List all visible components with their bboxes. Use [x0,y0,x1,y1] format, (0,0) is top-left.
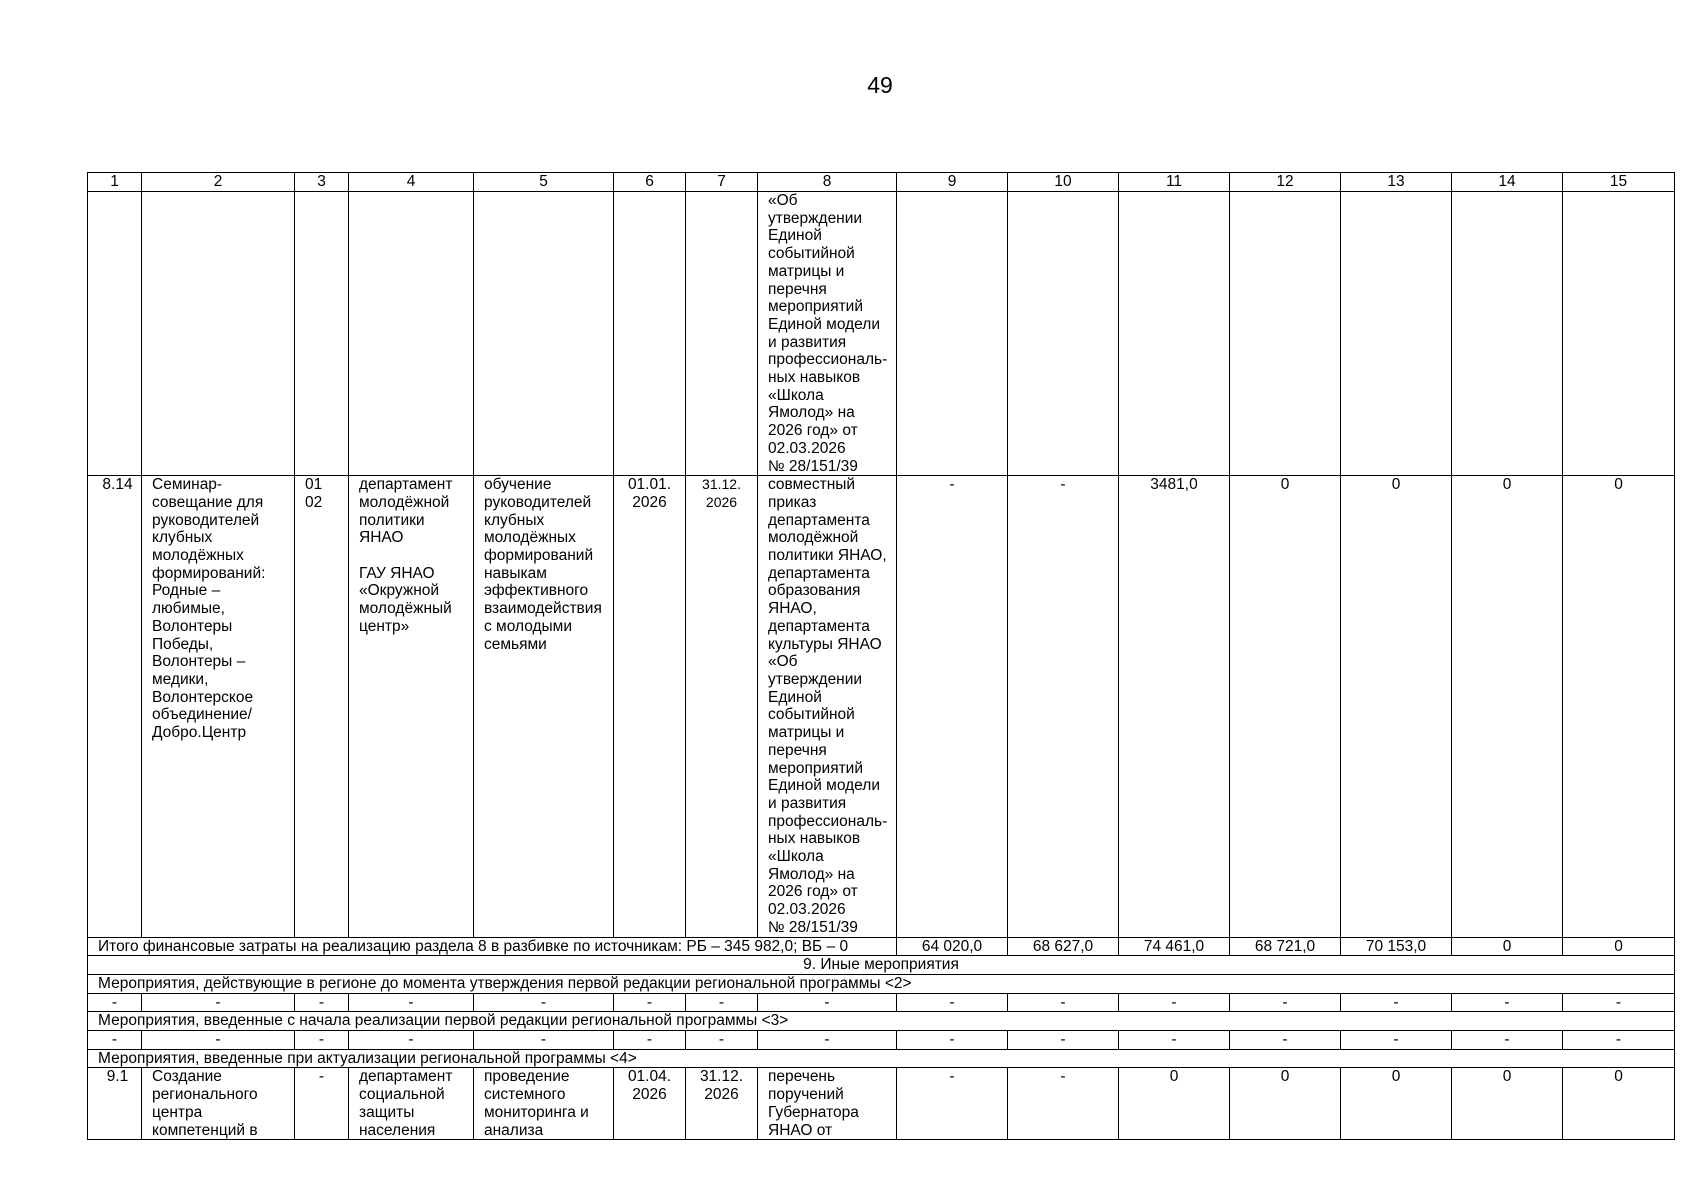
table-row [88,476,1675,937]
value-cell: 0 [1341,476,1452,937]
subsection-row [88,1049,1675,1068]
value-cell: 0 [1341,1068,1452,1140]
total-value: 64 020,0 [897,937,1008,956]
expected-result: обучение руководителей клубных молодёжных формирований навыкам эффективного взаимодействия с молодыми семьями [474,476,614,937]
column-number: 15 [1563,173,1675,192]
column-number-row [88,173,1675,192]
subsection-title: Мероприятия, введенные с начала реализации первой редакции региональной программы <3> [88,1012,1675,1031]
total-value: 68 721,0 [1230,937,1341,956]
row-number: 9.1 [88,1068,142,1140]
column-number: 2 [142,173,295,192]
expected-result: проведение системного мониторинга и анализа [474,1068,614,1140]
column-number: 7 [686,173,758,192]
section-title: 9. Иные мероприятия [88,956,1675,975]
subsection-row [88,1012,1675,1031]
basis-document: совместный приказ департамента молодёжной политики ЯНАО, департамента образования ЯНАО, департамента культуры ЯНАО «Об утверждении Единой событийной матрицы и перечня мероприятий Единой модели и развития профессиональ- ных навыков «Школа Ямолод» на 2026 год» от 02.03.2026 № 28/151/39 [758,476,897,937]
value-cell: 0 [1563,1068,1675,1140]
total-value: 68 627,0 [1008,937,1119,956]
column-number: 3 [295,173,349,192]
column-number: 14 [1452,173,1563,192]
basis-document: перечень поручений Губернатора ЯНАО от [758,1068,897,1140]
end-date: 31.12. 2026 [686,1068,758,1140]
activity-code: - [295,1068,349,1140]
total-value: 0 [1452,937,1563,956]
program-table [87,172,1675,1140]
value-cell: - [897,1068,1008,1140]
total-value: 74 461,0 [1119,937,1230,956]
value-cell: 0 [1452,1068,1563,1140]
executor: департамент молодёжной политики ЯНАО ГАУ ЯНАО «Окружной молодёжный центр» [349,476,474,937]
column-number: 9 [897,173,1008,192]
activity-name: Семинар- совещание для руководителей клубных молодёжных формирований: Родные – любимые, Волонтеры Победы, Волонтеры – медики, Волонтерское объединение/ Добро.Центр [142,476,295,937]
executor: департамент социальной защиты населения [349,1068,474,1140]
empty-row: - - - - - - - - - - - - - - - [88,993,1675,1012]
start-date: 01.04. 2026 [614,1068,686,1140]
total-value: 0 [1563,937,1675,956]
column-number: 13 [1341,173,1452,192]
value-cell: - [1008,476,1119,937]
empty-row: - - - - - - - - - - - - - - - [88,1031,1675,1050]
subsection-title: Мероприятия, введенные при актуализации региональной программы <4> [88,1049,1675,1068]
column-number: 5 [474,173,614,192]
start-date: 01.01. 2026 [614,476,686,937]
column-number: 4 [349,173,474,192]
total-value: 70 153,0 [1341,937,1452,956]
continuation-row [88,192,1675,476]
end-date: 31.12. 2026 [686,476,758,937]
activity-code: 01 02 [295,476,349,937]
activity-name: Создание регионального центра компетенций в [142,1068,295,1140]
total-row [88,937,1675,956]
value-cell: 0 [1452,476,1563,937]
page-number: 49 [867,72,893,98]
value-cell: 3481,0 [1119,476,1230,937]
column-number: 1 [88,173,142,192]
subsection-title: Мероприятия, действующие в регионе до момента утверждения первой редакции региональной программы <2> [88,974,1675,993]
value-cell: - [897,476,1008,937]
value-cell: 0 [1230,476,1341,937]
table-row [88,1068,1675,1140]
column-number: 10 [1008,173,1119,192]
value-cell: - [1008,1068,1119,1140]
subsection-row [88,974,1675,993]
column-number: 11 [1119,173,1230,192]
value-cell: 0 [1230,1068,1341,1140]
column-number: 12 [1230,173,1341,192]
section-title-row [88,956,1675,975]
total-label: Итого финансовые затраты на реализацию раздела 8 в разбивке по источникам: РБ – 345 982,0; ВБ – 0 [88,937,897,956]
value-cell: 0 [1563,476,1675,937]
column-number: 8 [758,173,897,192]
row-number: 8.14 [88,476,142,937]
column-number: 6 [614,173,686,192]
basis-document-cell: «Об утверждении Единой событийной матрицы и перечня мероприятий Единой модели и развития профессиональ- ных навыков «Школа Ямолод» на 2026 год» от 02.03.2026 № 28/151/39 [758,192,897,476]
value-cell: 0 [1119,1068,1230,1140]
